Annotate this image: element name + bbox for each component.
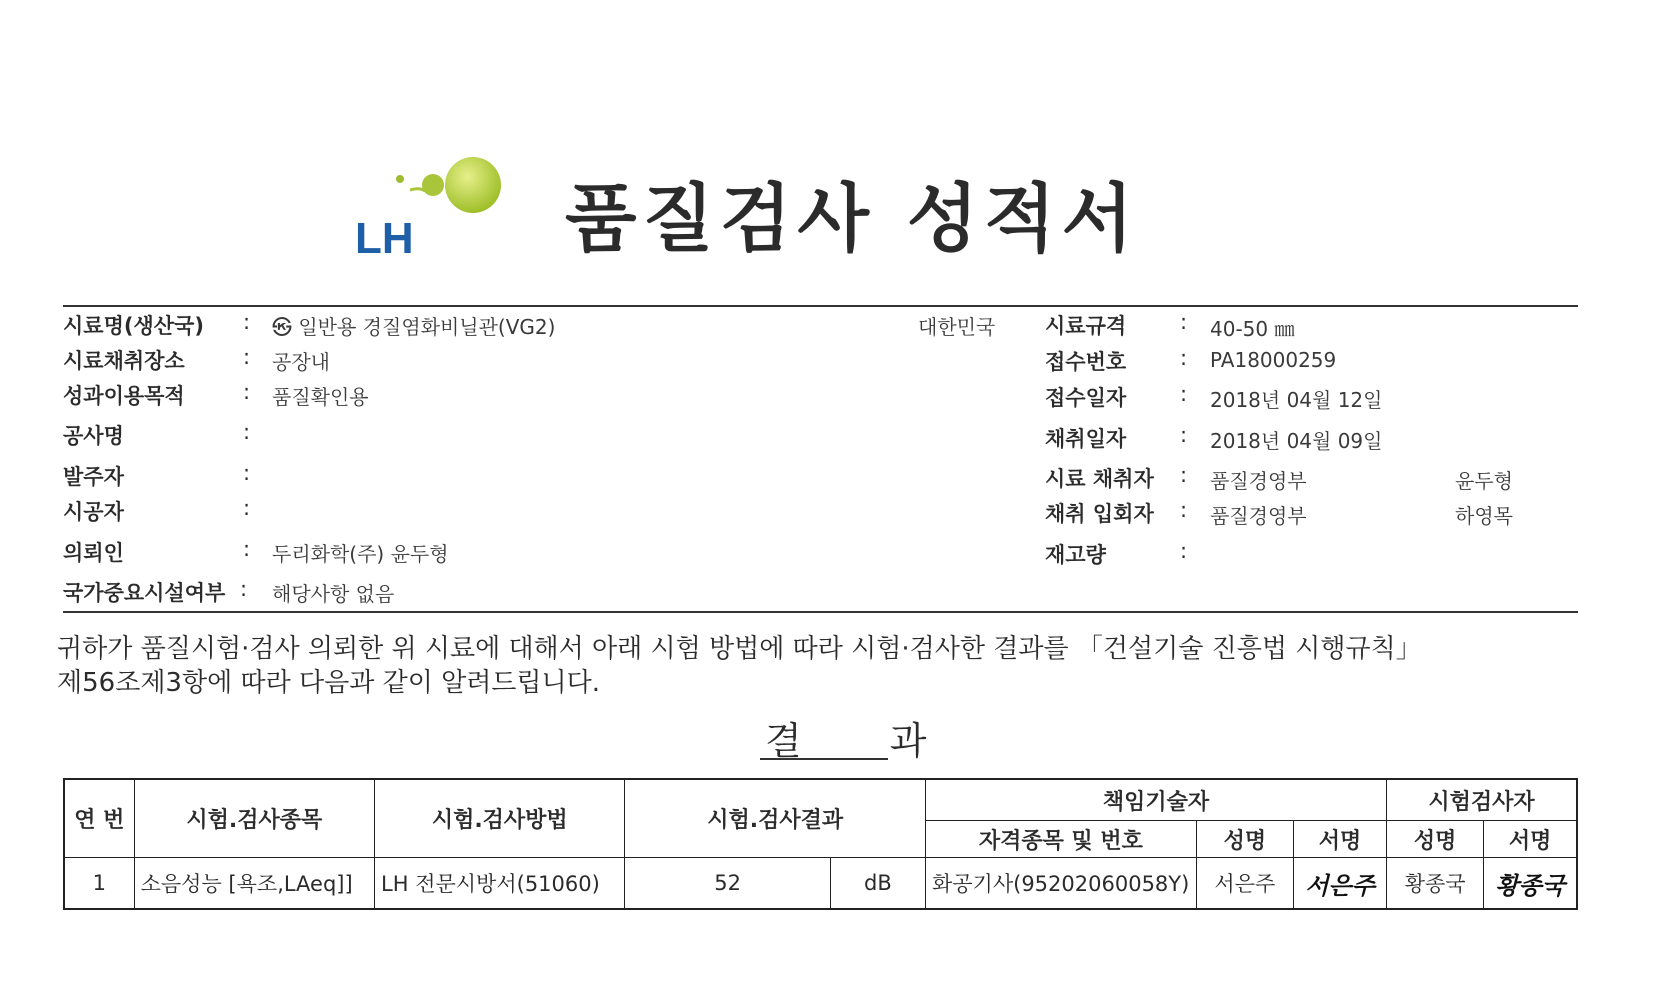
bottom-rule (63, 611, 1578, 613)
requester-value: 두리화학(주) 윤두형 (272, 542, 449, 566)
cell-qualification: 화공기사(95202060058Y) (925, 858, 1196, 910)
colon: : (243, 496, 251, 520)
sampling-date-label: 채취일자 (1045, 427, 1127, 451)
cell-inspector-name: 황종국 (1387, 858, 1484, 910)
witness-dept-value: 품질경영부 (1210, 504, 1307, 528)
header-no: 연 번 (64, 779, 134, 858)
contractor-label: 시공자 (63, 500, 124, 524)
table-row (64, 858, 1577, 910)
sample-spec-value: 40-50 ㎜ (1210, 317, 1295, 341)
national-facility-label: 국가중요시설여부 (63, 581, 226, 605)
header-engineer-name: 성명 (1196, 821, 1293, 858)
header-result: 시험.검사결과 (625, 779, 926, 858)
sampling-place-label: 시료채취장소 (63, 349, 185, 373)
colon: : (243, 310, 251, 334)
lh-logo (355, 155, 505, 255)
client-owner-label: 발주자 (63, 465, 124, 489)
project-name-label: 공사명 (63, 424, 124, 448)
sample-name-label: 시료명(생산국) (63, 314, 204, 338)
colon: : (243, 537, 251, 561)
sampler-name-value: 윤두형 (1455, 469, 1513, 493)
country-value: 대한민국 (918, 315, 996, 339)
national-facility-value: 해당사항 없음 (272, 582, 395, 606)
top-rule (63, 305, 1578, 307)
colon: : (1180, 498, 1188, 522)
sampling-place-value: 공장내 (272, 350, 330, 374)
notice-line-2: 제56조제3항에 따라 다음과 같이 알려드립니다. (57, 668, 601, 698)
sampler-label: 시료 채취자 (1045, 467, 1154, 491)
result-heading: 결 과 (765, 719, 965, 763)
colon: : (1180, 423, 1188, 447)
header-engineer-sign: 서명 (1293, 821, 1386, 858)
colon: : (243, 461, 251, 485)
witness-label: 채취 입회자 (1045, 502, 1154, 526)
colon: : (1180, 382, 1188, 406)
colon: : (243, 420, 251, 444)
stock-label: 재고량 (1045, 543, 1106, 567)
requester-label: 의뢰인 (63, 541, 124, 565)
notice-line-1: 귀하가 품질시험·검사 의뢰한 위 시료에 대해서 아래 시험 방법에 따라 시험·검사한 결과를 「건설기술 진흥법 시행규칙」 (57, 634, 1422, 664)
colon: : (1180, 346, 1188, 370)
cell-engineer-name: 서은주 (1196, 858, 1293, 910)
colon: : (240, 577, 248, 601)
sampling-date-value: 2018년 04월 09일 (1210, 429, 1383, 453)
cell-value: 52 (625, 858, 830, 910)
purpose-label: 성과이용목적 (63, 384, 185, 408)
header-inspector-sign: 서명 (1484, 821, 1577, 858)
witness-name-value: 하영목 (1455, 504, 1513, 528)
header-qualification: 자격종목 및 번호 (925, 821, 1196, 858)
sample-name-value: ㉿ 일반용 경질염화비닐관(VG2) (272, 315, 556, 339)
table-header-row (64, 779, 1577, 821)
logo-text: LH (355, 214, 414, 255)
receipt-date-value: 2018년 04월 12일 (1210, 388, 1383, 412)
colon: : (1180, 539, 1188, 563)
header-method: 시험.검사방법 (375, 779, 625, 858)
cell-item: 소음성능 [욕조,LAeq]] (134, 858, 374, 910)
cell-unit: dB (830, 858, 925, 910)
purpose-value: 품질확인용 (272, 385, 369, 409)
colon: : (243, 345, 251, 369)
header-inspector: 시험검사자 (1387, 779, 1577, 821)
receipt-date-label: 접수일자 (1045, 386, 1127, 410)
cell-method: LH 전문시방서(51060) (375, 858, 625, 910)
receipt-number-value: PA18000259 (1210, 348, 1337, 372)
inspector-signature: 황종국 (1484, 858, 1577, 910)
receipt-number-label: 접수번호 (1045, 350, 1127, 374)
sample-spec-label: 시료규격 (1045, 314, 1127, 338)
colon: : (243, 380, 251, 404)
engineer-signature: 서은주 (1293, 858, 1386, 910)
header-engineer: 책임기술자 (925, 779, 1386, 821)
header-inspector-name: 성명 (1387, 821, 1484, 858)
header-item: 시험.검사종목 (134, 779, 374, 858)
results-table (63, 778, 1578, 910)
result-heading-underline (760, 758, 888, 760)
colon: : (1180, 310, 1188, 334)
document-title: 품질검사 성적서 (565, 176, 1140, 262)
colon: : (1180, 463, 1188, 487)
sampler-dept-value: 품질경영부 (1210, 469, 1307, 493)
cell-no: 1 (64, 858, 134, 910)
